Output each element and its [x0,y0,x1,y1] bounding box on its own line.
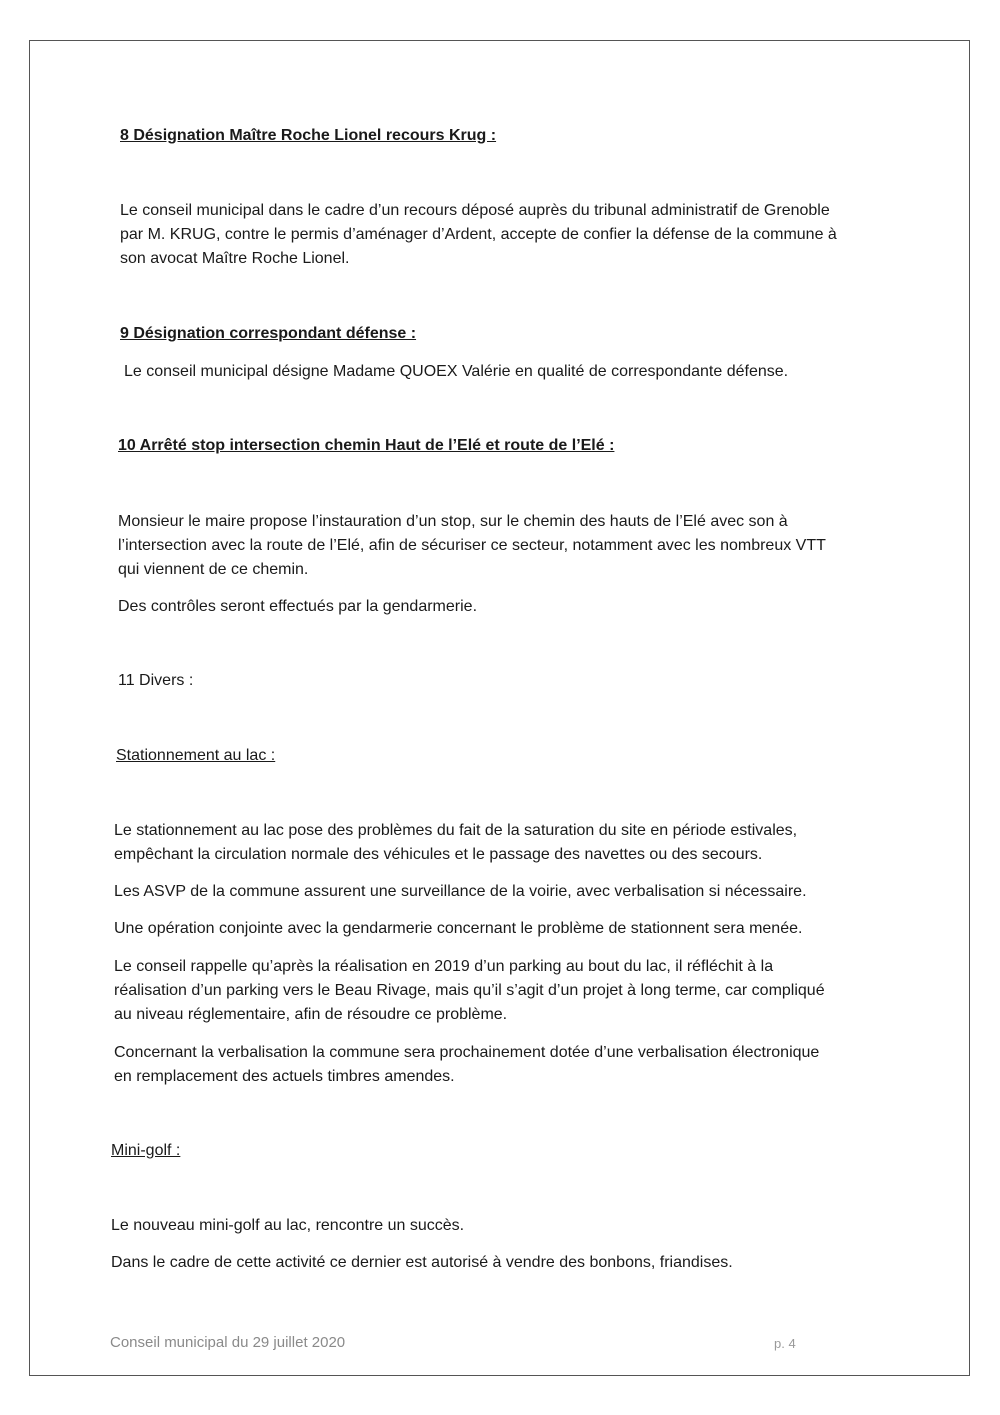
section-10-line-1: Monsieur le maire propose l’instauration d’un stop, sur le chemin des hauts de l’Elé avec son à [118,513,788,530]
stationnement-p5-line-1: Concernant la verbalisation la commune sera prochainement dotée d’une verbalisation électronique [114,1044,820,1061]
section-11-heading: 11 Divers : [118,672,194,689]
section-9-text: Le conseil municipal désigne Madame QUOEX Valérie en qualité de correspondante défense. [124,363,789,380]
minigolf-p2: Dans le cadre de cette activité ce dernier est autorisé à vendre des bonbons, friandises. [111,1254,733,1271]
section-9-heading: 9 Désignation correspondant défense : [120,325,417,342]
section-8-line-2: par M. KRUG, contre le permis d’aménager d’Ardent, accepte de confier la défense de la commune à [120,226,837,243]
section-10-line-3: qui viennent de ce chemin. [118,561,309,578]
page-number: p. 4 [774,1336,796,1351]
stationnement-p1-line-1: Le stationnement au lac pose des problèmes du fait de la saturation du site en période estivales, [114,822,798,839]
minigolf-subheading: Mini-golf : [111,1142,181,1159]
footer-title: Conseil municipal du 29 juillet 2020 [110,1334,346,1351]
section-8-heading: 8 Désignation Maître Roche Lionel recours Krug : [120,127,497,144]
section-10-line-2: l’intersection avec la route de l’Elé, afin de sécuriser ce secteur, notamment avec les nombreux VTT [118,537,826,554]
minigolf-p1: Le nouveau mini-golf au lac, rencontre un succès. [111,1217,465,1234]
section-8-line-1: Le conseil municipal dans le cadre d’un recours déposé auprès du tribunal administratif de Grenoble [120,202,830,219]
stationnement-p3: Une opération conjointe avec la gendarmerie concernant le problème de stationnent sera menée. [114,920,803,937]
section-10-heading: 10 Arrêté stop intersection chemin Haut de l’Elé et route de l’Elé : [118,437,615,454]
stationnement-subheading: Stationnement au lac : [116,747,276,764]
stationnement-p2: Les ASVP de la commune assurent une surveillance de la voirie, avec verbalisation si nécessaire. [114,883,807,900]
stationnement-p1-line-2: empêchant la circulation normale des véhicules et le passage des navettes ou des secours. [114,846,763,863]
stationnement-p4-line-1: Le conseil rappelle qu’après la réalisation en 2019 d’un parking au bout du lac, il réfléchit à la [114,958,774,975]
section-8-line-3: son avocat Maître Roche Lionel. [120,250,350,267]
stationnement-p5-line-2: en remplacement des actuels timbres amendes. [114,1068,455,1085]
stationnement-p4-line-3: au niveau réglementaire, afin de résoudre ce problème. [114,1006,508,1023]
section-10-text-2: Des contrôles seront effectués par la gendarmerie. [118,598,478,615]
stationnement-p4-line-2: réalisation d’un parking vers le Beau Rivage, mais qu’il s’agit d’un projet à long terme, car compliqué [114,982,825,999]
